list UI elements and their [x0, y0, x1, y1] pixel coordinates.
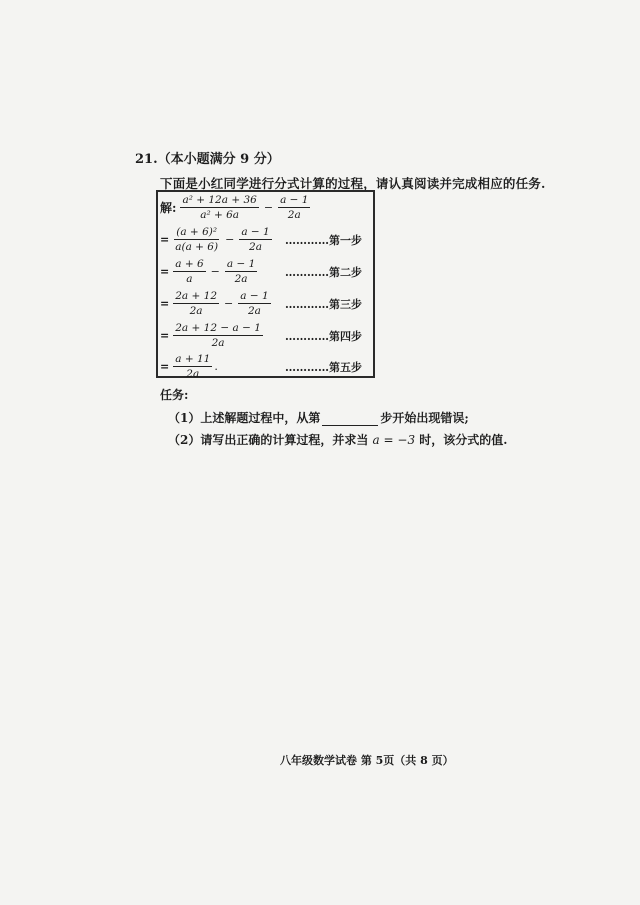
page-footer: 八年级数学试卷 第 5页（共 8 页） — [280, 754, 454, 767]
fraction-2 — [239, 226, 271, 253]
fraction-denominator: 2a — [247, 305, 261, 318]
equals-sign: = — [160, 360, 170, 374]
fraction-1 — [173, 290, 219, 317]
solution-row-2 — [160, 258, 259, 285]
fraction-denominator: 2a — [287, 209, 301, 222]
step-label-5: …………第五步 — [285, 361, 362, 374]
task-2 — [168, 431, 507, 448]
fraction-denominator: a² + 6a — [200, 209, 240, 222]
fraction-1 — [173, 322, 263, 349]
fraction-denominator: 2a — [211, 337, 225, 350]
operator: − — [263, 201, 274, 215]
task-2-math: a = −3 — [372, 433, 416, 447]
task-2-suffix: 时，该分式的值. — [419, 433, 508, 447]
operator: − — [225, 233, 235, 247]
fraction-2 — [278, 194, 310, 221]
fraction-denominator: 2a — [186, 368, 200, 381]
task-1-suffix: 步开始出现错误; — [380, 411, 469, 425]
question-header: 21.（本小题满分 9 分） — [135, 152, 280, 167]
step-label-3: …………第三步 — [285, 298, 362, 311]
fraction-numerator: a − 1 — [225, 258, 257, 272]
equals-sign: = — [160, 233, 170, 247]
fraction-denominator: a — [186, 273, 193, 286]
operator: − — [224, 297, 234, 311]
fraction-numerator: (a + 6)² — [174, 226, 219, 240]
fraction-2 — [225, 258, 257, 285]
operator: − — [210, 265, 220, 279]
fraction-1 — [173, 226, 220, 253]
fraction-numerator: a − 1 — [239, 226, 271, 240]
step-label-4: …………第四步 — [285, 330, 362, 343]
fraction-denominator: 2a — [234, 273, 248, 286]
fraction-2 — [238, 290, 270, 317]
fraction-1 — [173, 353, 212, 380]
fraction-numerator: a − 1 — [238, 290, 270, 304]
task-1 — [168, 409, 469, 426]
solution-row-1 — [160, 226, 274, 253]
fraction-denominator: 2a — [189, 305, 203, 318]
step-label-2: …………第二步 — [285, 266, 362, 279]
solution-row-5 — [160, 353, 218, 380]
fraction-numerator: a² + 12a + 36 — [180, 194, 258, 208]
step-label-1: …………第一步 — [285, 234, 362, 247]
question-intro: 下面是小红同学进行分式计算的过程，请认真阅读并完成相应的任务. — [160, 176, 546, 191]
solution-label: 解: — [160, 201, 177, 216]
task-1-prefix: （1）上述解题过程中，从第 — [168, 411, 321, 425]
fraction-denominator: a(a + 6) — [175, 241, 219, 254]
fraction-1 — [180, 194, 258, 221]
solution-row-0 — [160, 194, 312, 221]
equals-sign: = — [160, 297, 170, 311]
fraction-1 — [173, 258, 205, 285]
fraction-numerator: 2a + 12 − a − 1 — [173, 322, 263, 336]
solution-row-3 — [160, 290, 273, 317]
period: . — [214, 360, 218, 374]
equals-sign: = — [160, 265, 170, 279]
fraction-numerator: a − 1 — [278, 194, 310, 208]
equals-sign: = — [160, 329, 170, 343]
fraction-denominator: 2a — [249, 241, 262, 254]
fraction-numerator: 2a + 12 — [173, 290, 219, 304]
tasks-label: 任务: — [160, 388, 189, 402]
fraction-numerator: a + 6 — [173, 258, 205, 272]
solution-row-4 — [160, 322, 265, 349]
fraction-numerator: a + 11 — [173, 353, 212, 367]
answer-blank[interactable] — [322, 413, 378, 426]
task-2-prefix: （2）请写出正确的计算过程，并求当 — [168, 433, 369, 447]
